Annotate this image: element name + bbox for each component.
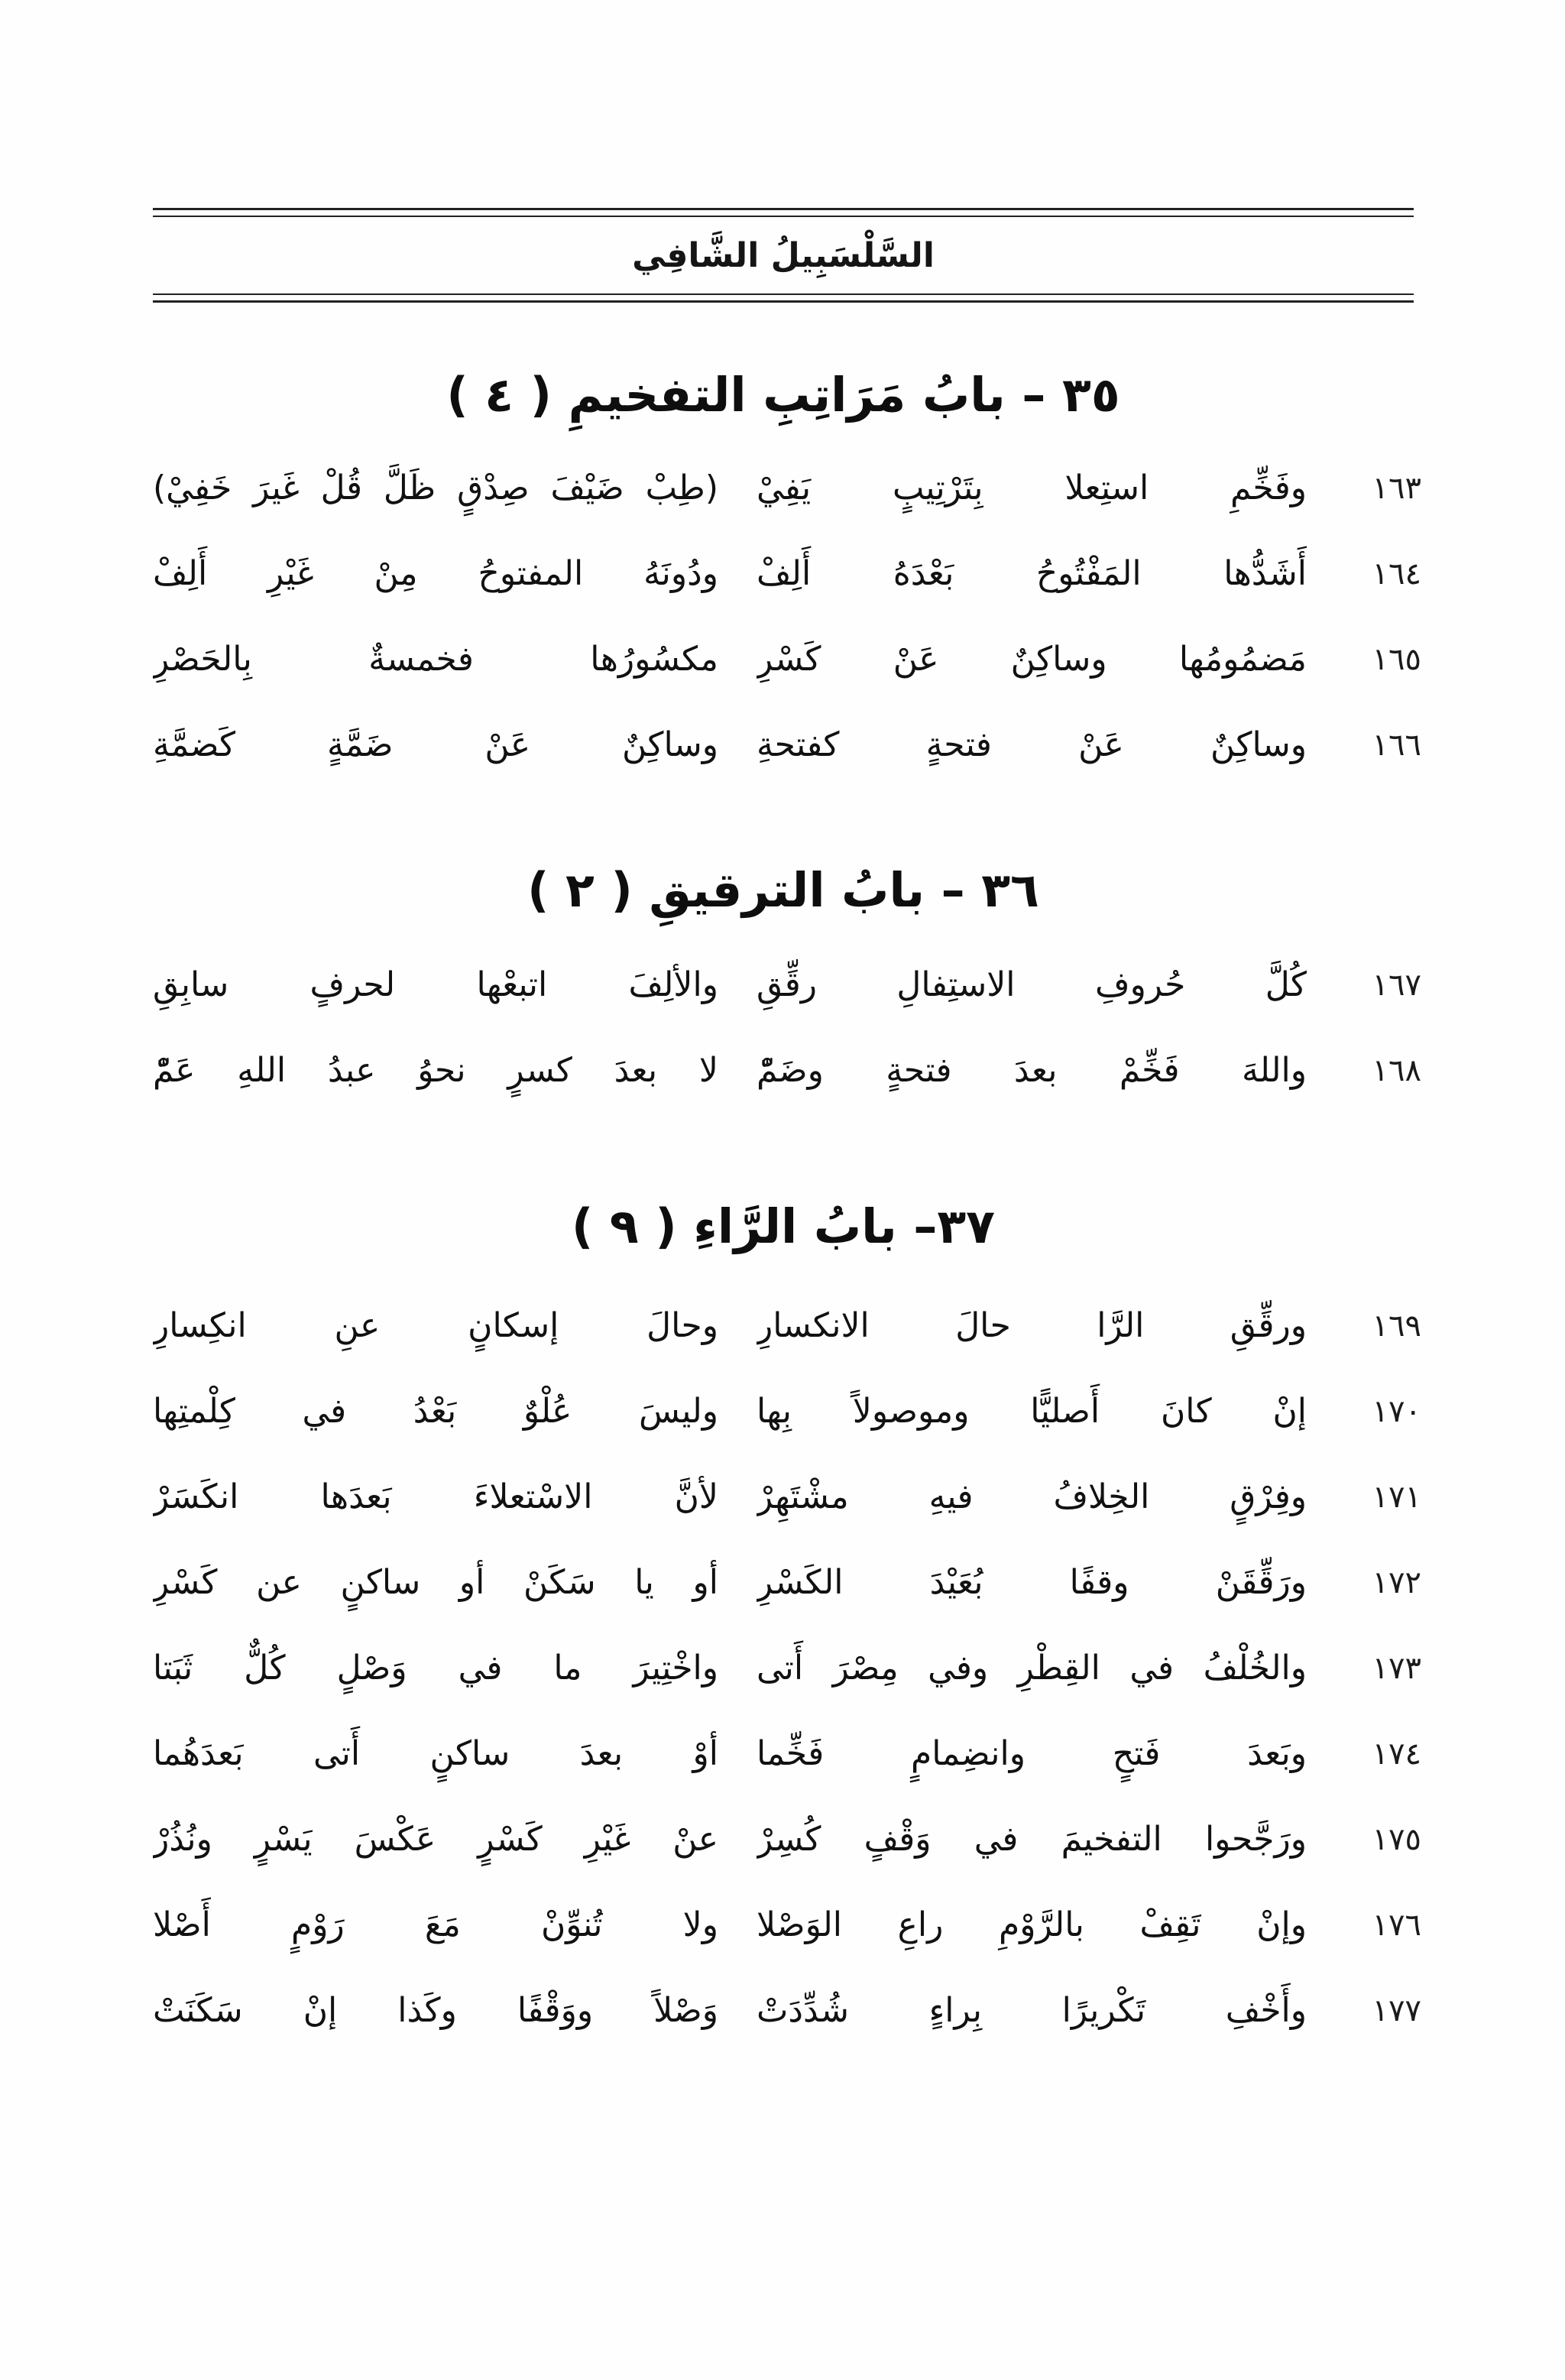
verse-second-hemistich: مكسُورُها فخمسةٌ بِالحَصْرِ — [153, 640, 718, 679]
verse-number: ١٧٣ — [1372, 1651, 1421, 1686]
verse-second-hemistich: وحالَ إسكانٍ عنِ انكِسارِ — [153, 1306, 718, 1345]
verse-first-hemistich: وفَخِّمِ استِعلا بِتَرْتِيبٍ يَفِيْ — [757, 469, 1307, 507]
section-heading-37: ٣٧– بابُ الرَّاءِ ( ٩ ) — [571, 1198, 996, 1254]
verse-number: ١٧٧ — [1372, 1993, 1421, 2028]
verse-row — [145, 1805, 1421, 1874]
verse-second-hemistich: لا بعدَ كسرٍ نحوُ عبدُ اللهِ عَمّْ — [153, 1051, 718, 1090]
verse-number: ١٧٠ — [1372, 1394, 1421, 1429]
rule-line — [153, 300, 1414, 303]
verse-second-hemistich: ودُونَهُ المفتوحُ مِنْ غَيْرِ أَلِفْ — [153, 554, 718, 593]
verse-row — [145, 1548, 1421, 1617]
verse-second-hemistich: وساكِنٌ عَنْ ضَمَّةٍ كَضمَّةِ — [153, 725, 718, 764]
verse-first-hemistich: ورقِّقِ الرَّا حالَ الانكسارِ — [757, 1306, 1307, 1345]
verse-second-hemistich: لأنَّ الاسْتعلاءَ بَعدَها انكَسَرْ — [153, 1477, 718, 1516]
verse-row — [145, 1377, 1421, 1446]
verse-first-hemistich: إنْ كانَ أَصليًّا وموصولاً بِها — [757, 1392, 1307, 1431]
verse-row — [145, 540, 1421, 608]
verse-second-hemistich: ولا تُنوِّنْ مَعَ رَوْمٍ أَصْلا — [153, 1905, 718, 1944]
verse-first-hemistich: أَشَدُّها المَفْتُوحُ بَعْدَهُ أَلِفْ — [757, 554, 1307, 593]
verse-first-hemistich: ورَقِّقَنْ وقفًا بُعَيْدَ الكَسْرِ — [757, 1563, 1307, 1602]
verse-row — [145, 1891, 1421, 1960]
verse-first-hemistich: كُلَّ حُروفِ الاستِفالِ رقِّقِ — [757, 965, 1307, 1004]
verse-row — [145, 711, 1421, 780]
verse-row — [145, 1976, 1421, 2045]
header-rule-top — [153, 208, 1414, 222]
running-header: السَّلْسَبِيلُ الشَّافِي — [632, 236, 935, 275]
section-heading-36: ٣٦ – بابُ الترقيقِ ( ٢ ) — [527, 862, 1039, 918]
header-rule-bottom — [153, 293, 1414, 308]
verse-first-hemistich: وساكِنٌ عَنْ فتحةٍ كفتحةِ — [757, 725, 1307, 764]
verse-row — [145, 454, 1421, 523]
verse-row — [145, 951, 1421, 1020]
verse-number: ١٦٣ — [1372, 471, 1421, 506]
verse-second-hemistich: واخْتِيرَ ما في وَصْلٍ كُلٌّ ثَبَتا — [153, 1649, 718, 1688]
verse-second-hemistich: عنْ غَيْرِ كَسْرٍ عَكْسَ يَسْرٍ ونُذُرْ — [153, 1820, 718, 1859]
rule-line — [153, 293, 1414, 295]
verse-first-hemistich: واللهَ فَخِّمْ بعدَ فتحةٍ وضَمّْ — [757, 1051, 1307, 1090]
verse-second-hemistich: أوْ بعدَ ساكنٍ أَتى بَعدَهُما — [153, 1734, 718, 1773]
verse-row — [145, 1720, 1421, 1788]
verse-second-hemistich: وَصْلاً ووَقْفًا وكَذا إنْ سَكَنَتْ — [153, 1991, 718, 2030]
verse-first-hemistich: ورَجَّحوا التفخيمَ في وَقْفٍ كُسِرْ — [757, 1820, 1307, 1859]
verse-first-hemistich: وإنْ تَقِفْ بالرَّوْمِ راعِ الوَصْلا — [757, 1905, 1307, 1944]
rule-line — [153, 208, 1414, 210]
verse-first-hemistich: وبَعدَ فَتحٍ وانضِمامٍ فَخِّما — [757, 1734, 1307, 1773]
verse-number: ١٦٨ — [1372, 1053, 1421, 1088]
verse-row — [145, 1292, 1421, 1360]
verse-first-hemistich: والخُلْفُ في القِطْرِ وفي مِصْرَ أَتى — [757, 1649, 1307, 1688]
verse-second-hemistich: والألِفَ اتبعْها لحرفٍ سابِقِ — [153, 965, 718, 1004]
verse-row — [145, 1036, 1421, 1105]
verse-first-hemistich: وفِرْقٍ الخِلافُ فيهِ مشْتَهِرْ — [757, 1477, 1307, 1516]
verse-number: ١٧٥ — [1372, 1822, 1421, 1857]
verse-first-hemistich: مَضمُومُها وساكِنٌ عَنْ كَسْرِ — [757, 640, 1307, 679]
verse-number: ١٧٤ — [1372, 1736, 1421, 1772]
rule-line — [153, 216, 1414, 217]
section-heading-35: ٣٥ – بابُ مَرَاتِبِ التفخيمِ ( ٤ ) — [446, 367, 1120, 423]
verse-number: ١٦٤ — [1372, 556, 1421, 592]
verse-number: ١٧١ — [1372, 1480, 1421, 1515]
verse-second-hemistich: (طِبْ ضَيْفَ صِدْقٍ ظَلَّ قُلْ غَيرَ خَفِيْ) — [153, 469, 718, 507]
verse-number: ١٦٩ — [1372, 1308, 1421, 1344]
verse-number: ١٧٦ — [1372, 1908, 1421, 1943]
verse-first-hemistich: وأَخْفِ تَكْريرًا بِراءٍ شُدِّدَتْ — [757, 1991, 1307, 2030]
verse-row — [145, 1634, 1421, 1703]
verse-second-hemistich: وليسَ عُلْوٌ بَعْدُ في كِلْمتِها — [153, 1392, 718, 1431]
verse-second-hemistich: أو يا سَكَنْ أو ساكنٍ عن كَسْرِ — [153, 1563, 718, 1602]
verse-number: ١٦٦ — [1372, 728, 1421, 763]
verse-number: ١٦٧ — [1372, 968, 1421, 1003]
verse-row — [145, 625, 1421, 694]
verse-number: ١٧٢ — [1372, 1565, 1421, 1600]
verse-row — [145, 1463, 1421, 1532]
verse-number: ١٦٥ — [1372, 642, 1421, 677]
